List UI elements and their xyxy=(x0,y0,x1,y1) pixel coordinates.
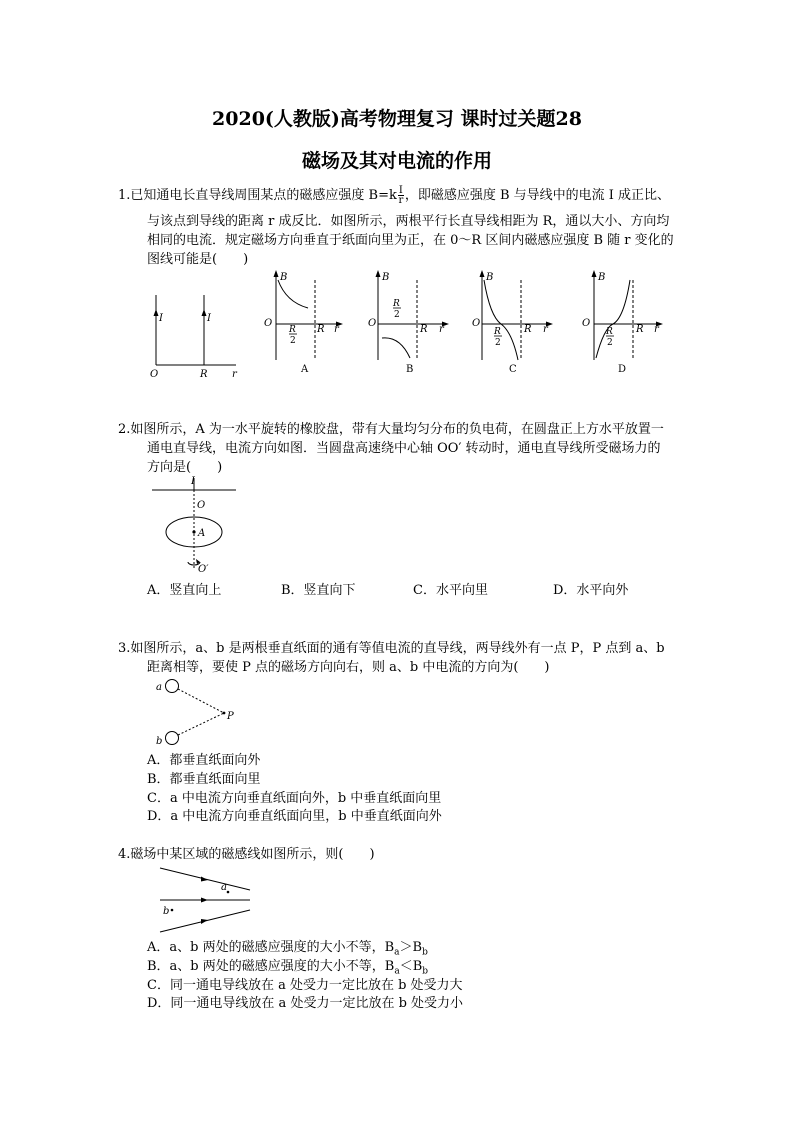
q2-line3: 方向是( ) xyxy=(147,460,223,475)
graphA-r-label: r xyxy=(334,324,339,335)
q3-figure xyxy=(150,676,250,748)
graphD-O-label: O xyxy=(582,318,591,329)
q1-origin-label: O xyxy=(150,369,159,380)
q4-optB-text: B．a、b 两处的磁感应强度的大小不等，B xyxy=(147,959,395,974)
q4-line1: 4.磁场中某区域的磁感线如图所示，则( ) xyxy=(118,847,375,862)
q3-option-B[interactable]: B．都垂直纸面向里 xyxy=(147,772,261,787)
graphA-two: 2 xyxy=(290,336,296,346)
q2-option-D[interactable]: D．水平向外 xyxy=(553,583,629,598)
q4-optB-sub-a: a xyxy=(394,966,400,977)
graphC-r-label: r xyxy=(543,324,548,335)
graphB-caption: B xyxy=(406,364,414,375)
q1-line1-pre: 1.已知通电长直导线周围某点的磁感应强度 B=k xyxy=(118,188,397,203)
q4-optA-sub-a: a xyxy=(394,947,400,958)
q2-Oprime-label: O′ xyxy=(198,564,209,575)
q1-wire1-label: I xyxy=(159,313,163,324)
q4-optB-sub-b: b xyxy=(422,966,429,977)
graphA-B-label: B xyxy=(280,272,288,283)
q3-b-label: b xyxy=(156,736,163,747)
q3-P-label: P xyxy=(227,711,234,722)
graphA-R-num: R xyxy=(289,325,296,335)
q1-line1 xyxy=(118,186,670,205)
graphA-caption: A xyxy=(301,364,309,375)
graphA-R-label: R xyxy=(317,324,325,335)
graphD-R-num: R xyxy=(606,327,613,337)
q4-figure xyxy=(150,864,260,936)
graphC-O-label: O xyxy=(472,318,481,329)
graphD-two: 2 xyxy=(607,338,613,348)
graphB-B-label: B xyxy=(382,272,390,283)
q4-b-label: b xyxy=(163,906,170,917)
q2-A-label: A xyxy=(198,528,206,539)
q2-option-C[interactable]: C．水平向里 xyxy=(413,583,488,598)
q1-wires-figure xyxy=(140,285,250,380)
q1-graph-A xyxy=(258,268,350,380)
q1-wire2-label: I xyxy=(207,313,211,324)
q2-option-A[interactable]: A．竖直向上 xyxy=(147,583,222,598)
graphC-R-label: R xyxy=(524,324,532,335)
graphB-r-label: r xyxy=(439,324,444,335)
graphA-O-label: O xyxy=(264,318,273,329)
q1-line4: 图线可能是( ) xyxy=(147,252,249,267)
q1-line3: 相同的电流．规定磁场方向垂直于纸面向里为正，在 0～R 区间内磁感应强度 B 随 r 变化的 xyxy=(147,233,674,248)
q2-option-B[interactable]: B．竖直向下 xyxy=(281,583,356,598)
graphC-two: 2 xyxy=(495,338,501,348)
q1-frac-den: r xyxy=(398,195,404,206)
graphB-R-num: R xyxy=(393,299,400,309)
q3-option-C[interactable]: C．a 中电流方向垂直纸面向外，b 中垂直纸面向里 xyxy=(147,791,442,806)
graphC-R-num: R xyxy=(494,327,501,337)
page-subtitle: 磁场及其对电流的作用 xyxy=(301,150,492,172)
graphD-r-label: r xyxy=(654,324,659,335)
q3-line1: 3.如图所示，a、b 是两根垂直纸面的通有等值电流的直导线，两导线外有一点 P，P 点到 a、b xyxy=(118,641,665,656)
graphB-O-label: O xyxy=(368,318,377,329)
q4-a-label: a xyxy=(221,882,227,893)
q4-option-D[interactable]: D．同一通电导线放在 a 处受力一定比放在 b 处受力小 xyxy=(147,996,464,1011)
graphD-B-label: B xyxy=(598,272,606,283)
q2-current-label: I xyxy=(191,476,195,487)
q4-option-C[interactable]: C．同一通电导线放在 a 处受力一定比放在 b 处受力大 xyxy=(147,978,463,993)
graphB-two: 2 xyxy=(394,310,400,320)
q4-optA-text: A．a、b 两处的磁感应强度的大小不等，B xyxy=(147,940,395,955)
page-title: 2020(人教版)高考物理复习 课时过关题28 xyxy=(212,108,582,130)
graphB-R-label: R xyxy=(420,324,428,335)
q1-R-label: R xyxy=(200,369,208,380)
q3-option-D[interactable]: D．a 中电流方向垂直纸面向里，b 中垂直纸面向外 xyxy=(147,809,442,824)
q3-line2: 距离相等，要使 P 点的磁场方向向右，则 a、b 中电流的方向为( ) xyxy=(147,660,550,675)
q1-line2: 与该点到导线的距离 r 成反比．如图所示，两根平行长直导线相距为 R，通以大小、方向均 xyxy=(147,214,670,229)
q4-optB-mid: ＜B xyxy=(399,959,423,974)
q2-figure xyxy=(148,474,248,576)
q1-r-label: r xyxy=(232,369,237,380)
q3-a-label: a xyxy=(156,682,162,693)
graphC-B-label: B xyxy=(486,272,494,283)
q2-line1: 2.如图所示，A 为一水平旋转的橡胶盘，带有大量均匀分布的负电荷，在圆盘正上方水平放置一 xyxy=(118,422,664,437)
q4-optA-sub-b: b xyxy=(422,947,428,958)
q1-graph-D xyxy=(578,268,670,380)
q1-line1-post: ，即磁感应强度 B 与导线中的电流 I 成正比、 xyxy=(404,188,671,203)
q3-option-A[interactable]: A．都垂直纸面向外 xyxy=(147,753,261,768)
q1-frac-num: I xyxy=(398,185,403,196)
q4-optA-mid: ＞B xyxy=(399,940,423,955)
q1-graph-C xyxy=(468,268,560,380)
graphD-caption: D xyxy=(618,364,627,375)
q2-line2: 通电直导线，电流方向如图．当圆盘高速绕中心轴 OO′ 转动时，通电直导线所受磁场力的 xyxy=(147,441,661,456)
q1-fraction xyxy=(398,186,404,205)
graphC-caption: C xyxy=(509,364,517,375)
q1-graph-B xyxy=(364,268,456,380)
graphD-R-label: R xyxy=(636,324,644,335)
q2-O-label: O xyxy=(197,500,206,511)
